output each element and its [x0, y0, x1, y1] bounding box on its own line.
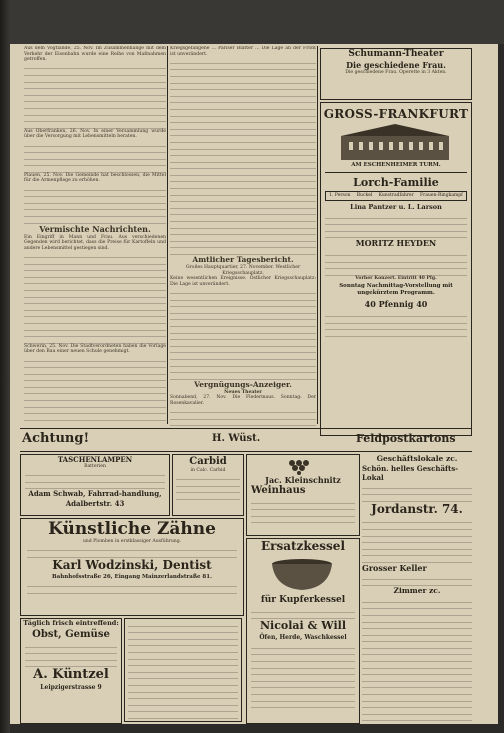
schumann-small: Die geschiedene Frau. Operette in 3 Akten.: [345, 70, 447, 75]
heading-amusement: Vergnügungs-Anzeiger.: [194, 379, 292, 389]
classifieds-right: [362, 454, 472, 722]
ad-kunstliche-zaehne: [20, 518, 244, 616]
lorch-cell: Buckel: [356, 193, 373, 198]
amusement-sub: Neues Theater: [224, 389, 262, 395]
bottom-text: Vorher Konzert. Eintritt 40 Pfg.: [355, 275, 437, 281]
kupfer: für Kupferkessel: [260, 595, 346, 605]
mid-text-1: Kriegsgefangene ... Pariser Blätter ... Die Lage an der Front ist unverändert.: [170, 46, 316, 57]
karl-wodzinski: Karl Wodzinski, Dentist: [52, 557, 212, 572]
ad-kleinschnitz: [246, 454, 360, 536]
official-sub: Großes Hauptquartier, 27. November. Westlicher Kriegsschauplatz.: [185, 265, 301, 276]
building-illustration: [321, 122, 469, 162]
lina-pantzer: Lina Pantzer u. L. Larson: [350, 203, 442, 211]
story-schwerin: Schwerin, 25. Nov. Die Stadtverordneten haben die Vorlage über den Bau einer neuen Schule genehmigt.: [24, 343, 166, 355]
schumann-title: Schumann-Theater: [348, 49, 444, 59]
heading-misc: Vermischte Nachrichten.: [39, 223, 151, 234]
grosser-keller: Grosser Keller: [362, 562, 427, 573]
ad-gross-frankfurt: [320, 102, 472, 436]
gross-sub: AM ESCHENHEIMER TURM.: [351, 162, 441, 168]
nicolai-will: Nicolai & Will: [259, 619, 347, 633]
ad-ersatzkessel: [246, 538, 360, 724]
carbid-sub: in Calc. Carbid: [190, 468, 226, 473]
kettle-illustration: [247, 554, 357, 594]
schoen-lokal: Schön. helles Geschäfts-Lokal: [362, 464, 459, 482]
kuntzel-name: A. Küntzel: [33, 667, 109, 683]
small-ads-left: [124, 618, 242, 722]
banner-wust: H. Wüst.: [212, 433, 261, 444]
karl-address: Bahnhofsstraße 26, Eingang Mainzerlandstraße 81.: [52, 573, 212, 580]
lorch-cell: Kunstradfahrer: [378, 193, 414, 198]
page-top-edge: [0, 0, 504, 44]
story-vogtland: Aus dem Vogtlande, 25. Nov. Im Zusammenhange mit dem Verkehr der Eisenbahn wurde eine Reihe von Maßnahmen getroffen.: [24, 46, 166, 63]
banner-achtung: Achtung!: [22, 431, 90, 446]
official-text: Keine wesentlichen Ereignisse. Östlicher Kriegsschauplatz: Die Lage ist unverändert.: [170, 276, 316, 287]
gross-title: GROSS-FRANKFURT: [323, 107, 469, 121]
jac-kleinschnitz: Jac. Kleinschnitz: [265, 475, 341, 485]
zimmer-heading: Zimmer zc.: [393, 586, 441, 596]
price: 40 Pfennig 40: [364, 299, 428, 310]
grapes-illustration: [247, 455, 357, 475]
story-oberfranken: Aus Oberfranken, 26. Nov. In einer Versammlung wurde über die Versorgung mit Lebensmitteln beraten.: [24, 128, 166, 140]
left-column: [24, 46, 166, 426]
lorch-cell: Frauen-Ringkampf: [420, 193, 463, 198]
banner-row: [20, 428, 472, 452]
ad-taschenlampen: [20, 454, 170, 516]
sunday-show: Sonntag Nachmittag-Vorstellung mit ungekürztem Programm.: [339, 283, 453, 297]
amusement-text: Sonnabend, 27. Nov. Die Fledermaus. Sonntag: Der Rosenkavalier.: [170, 395, 316, 406]
ad-kuntzel: [20, 618, 122, 724]
obst-gemuese: Obst, Gemüse: [32, 629, 110, 640]
schumann-sub: Die geschiedene Frau.: [346, 60, 446, 70]
jordanstr: Jordanstr. 74.: [371, 501, 463, 516]
ersatzkessel-title: Ersatzkessel: [260, 539, 345, 553]
batterien: Batterien: [84, 464, 106, 469]
column-rule: [317, 46, 318, 424]
geschaefts-heading: Geschäftslokale zc.: [376, 454, 458, 463]
adam-schwab: Adam Schwab, Fahrrad-handlung, Adalbertstr. 43: [28, 489, 162, 509]
moritz-heyden: MORITZ HEYDEN: [355, 238, 437, 249]
heading-official: Amtlicher Tagesbericht.: [192, 255, 294, 264]
taglich: Täglich frisch eintreffend:: [23, 619, 119, 627]
ad-schumann-theater: [320, 48, 472, 100]
binding-gutter: [0, 0, 10, 733]
lorch-cell: 1. Person: [329, 193, 351, 198]
weinhaus: Weinhaus: [251, 485, 306, 496]
lorch-row: [325, 191, 467, 201]
kuntzel-address: Leipzigerstrasse 9: [40, 684, 102, 692]
lorch-title: Lorch-Familie: [353, 176, 439, 189]
story-plauen: Plauen, 25. Nov. Die Gemeinde hat beschlossen, die Mittel für die Armenpflege zu erhöhen.: [24, 172, 166, 184]
carbid-title: Carbid: [189, 456, 227, 467]
banner-feldpost: Feldpostkartons: [356, 432, 456, 445]
kunstliche-title: Künstliche Zähne: [48, 519, 216, 539]
ad-carbid: [172, 454, 244, 516]
taschenlampen-title: TASCHENLAMPEN: [57, 455, 133, 464]
column-rule: [167, 46, 168, 424]
misc-text: Ein Eingriff in Mann und Frau. Aus verschiedenen Gegenden wird berichtet, dass die Preise für Kartoffeln und andere Lebensmittel gestiegen sind.: [24, 234, 166, 251]
nicolai-sub: Öfen, Herde, Waschkessel: [259, 634, 347, 642]
kunstliche-sub: und Plomben in erstklassiger Ausführung.: [82, 539, 182, 544]
newspaper-page: [10, 44, 498, 724]
middle-column: [170, 46, 316, 426]
